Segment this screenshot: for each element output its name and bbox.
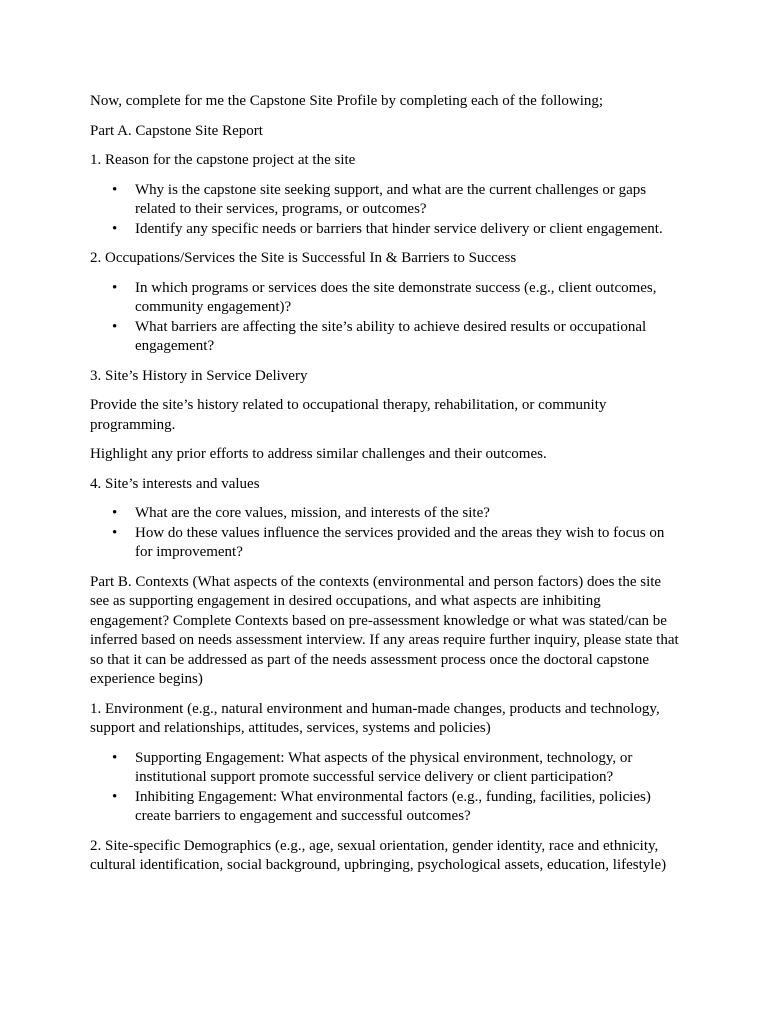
section-b1-list [90, 749, 680, 827]
list-item: • Inhibiting Engagement: What environmental factors (e.g., funding, facilities, policies) create barriers to engagement and successful outcomes? [135, 788, 680, 827]
document-body [90, 92, 680, 886]
list-item: • How do these values influence the services provided and the areas they wish to focus on for improvement? [135, 524, 680, 563]
section-a2-title: 2. Occupations/Services the Site is Successful In & Barriers to Success [90, 250, 517, 266]
list-item: • In which programs or services does the site demonstrate success (e.g., client outcomes, community engagement)? [135, 279, 680, 318]
list-item: • What barriers are affecting the site’s ability to achieve desired results or occupational engagement? [135, 318, 680, 357]
section-a3-paragraph-1: Provide the site’s history related to occupational therapy, rehabilitation, or community programming. [90, 397, 607, 433]
section-a4-list [90, 504, 680, 563]
section-a3-title: 3. Site’s History in Service Delivery [90, 367, 308, 384]
intro-paragraph: Now, complete for me the Capstone Site Profile by completing each of the following; [90, 93, 604, 109]
section-b2-title: 2. Site-specific Demographics (e.g., age, sexual orientation, gender identity, race and ethnicity, cultural identification, social background, upbringing, psychological assets, education, lifestyle) [90, 837, 667, 873]
section-a1-list [90, 181, 680, 240]
part-a-heading: Part A. Capstone Site Report [90, 122, 263, 139]
section-a2-list [90, 279, 680, 357]
section-a1-title: 1. Reason for the capstone project at the site [90, 152, 356, 168]
section-a3-paragraph-2: Highlight any prior efforts to address similar challenges and their outcomes. [90, 446, 547, 462]
list-item: • Why is the capstone site seeking support, and what are the current challenges or gaps related to their services, programs, or outcomes? [135, 181, 680, 220]
list-item: • Supporting Engagement: What aspects of the physical environment, technology, or institutional support promote successful service delivery or client participation? [135, 749, 680, 788]
list-item: • Identify any specific needs or barriers that hinder service delivery or client engagement. [135, 220, 680, 240]
list-item: • What are the core values, mission, and interests of the site? [135, 504, 680, 524]
section-b1-title: 1. Environment (e.g., natural environment and human-made changes, products and technology, support and relationships, attitudes, services, systems and policies) [90, 700, 660, 736]
section-a4-title: 4. Site’s interests and values [90, 475, 260, 492]
part-b-heading: Part B. Contexts (What aspects of the contexts (environmental and person factors) does the site see as supporting engagement in desired occupations, and what aspects are inhibiting engagement? Complete Contexts based on pre-assessment knowledge or what was stated/can be inferred based on needs assessment interview. If any areas require further inquiry, please state that so that it can be addressed as part of the needs assessment process once the doctoral capstone experience begins) [90, 573, 679, 687]
